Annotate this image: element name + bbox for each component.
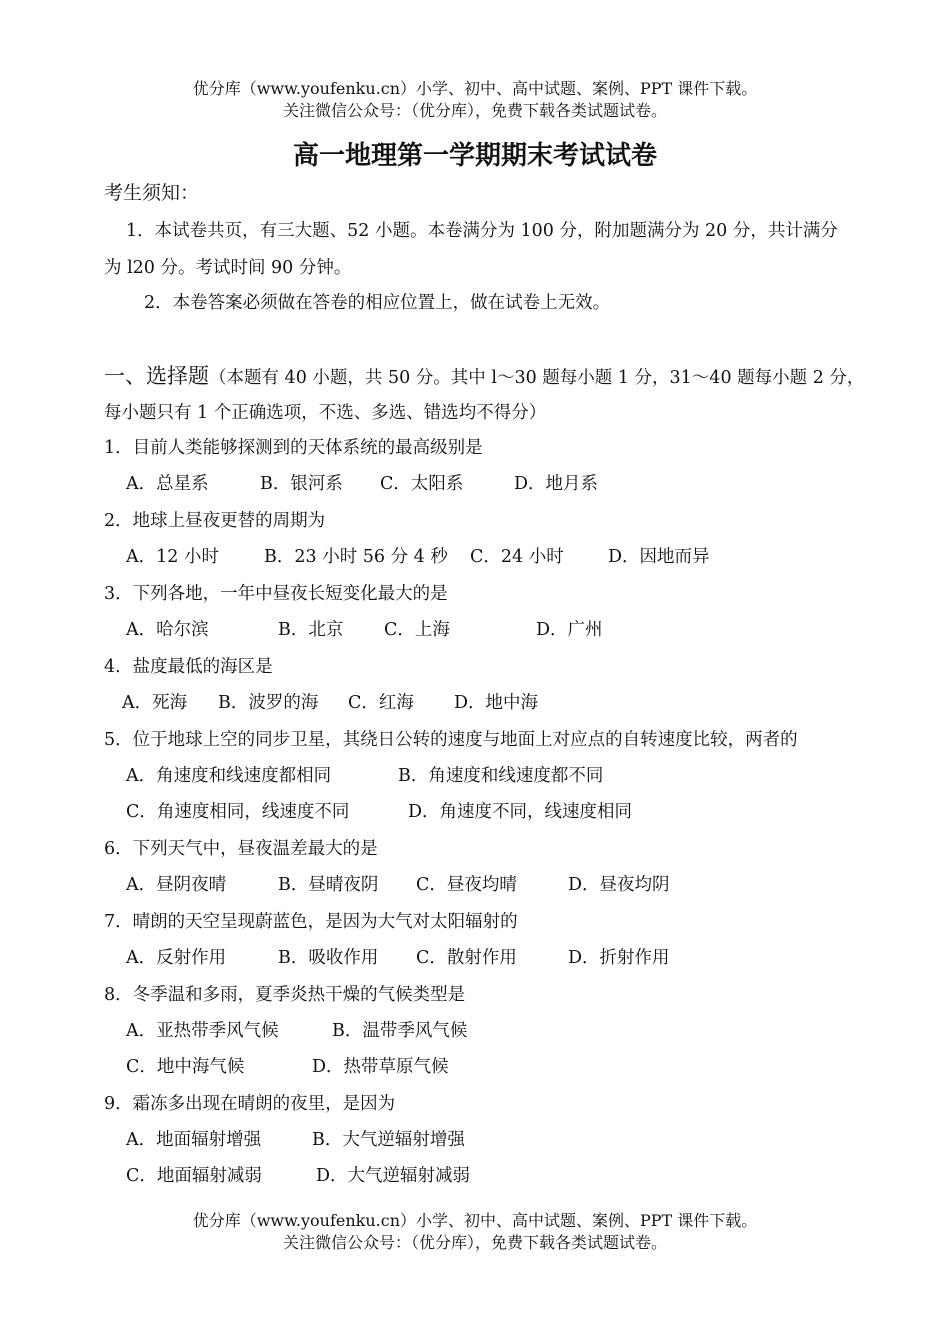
question-1: 1．目前人类能够探测到的天体系统的最高级别是 <box>104 438 483 458</box>
page-header <box>0 78 950 122</box>
question-7-options <box>126 944 670 969</box>
question-1-options <box>126 470 598 495</box>
option-b: B．昼晴夜阴 <box>278 875 379 895</box>
option-b: B．北京 <box>278 620 344 640</box>
option-c: C．太阳系 <box>380 474 464 494</box>
question-6-options <box>126 871 670 896</box>
notice-item-1-cont: 为 l20 分。考试时间 90 分钟。 <box>104 258 352 278</box>
question-4: 4．盐度最低的海区是 <box>104 657 273 677</box>
notice-item-2: 2．本卷答案必须做在答卷的相应位置上，做在试卷上无效。 <box>144 293 611 313</box>
option-c: C．地中海气候 <box>126 1057 245 1077</box>
question-2-options <box>126 543 710 568</box>
header-line-1: 优分库（www.youfenku.cn）小学、初中、高中试题、案例、PPT 课件下载。 <box>192 79 758 98</box>
option-b: B．大气逆辐射增强 <box>312 1130 465 1150</box>
question-8: 8．冬季温和多雨，夏季炎热干燥的气候类型是 <box>104 985 466 1005</box>
option-a: A．总星系 <box>126 474 209 494</box>
option-d: D．地月系 <box>514 474 599 494</box>
question-9-options-row-2 <box>126 1162 470 1187</box>
option-a: A．地面辐射增强 <box>126 1130 262 1150</box>
section-desc: （本题有 40 小题，共 50 分。其中 l～30 题每小题 1 分，31～40 题每小题 2 分， <box>209 368 865 388</box>
option-a: A．哈尔滨 <box>126 620 209 640</box>
option-c: C．地面辐射减弱 <box>126 1166 262 1186</box>
question-5-options-row-2 <box>126 798 632 823</box>
footer-line-1: 优分库（www.youfenku.cn）小学、初中、高中试题、案例、PPT 课件下载。 <box>192 1211 758 1230</box>
option-d: D．折射作用 <box>568 948 670 968</box>
page-title: 高一地理第一学期期末考试试卷 <box>292 141 657 171</box>
question-2: 2．地球上昼夜更替的周期为 <box>104 511 326 531</box>
option-a: A．反射作用 <box>126 948 227 968</box>
option-d: D．广州 <box>536 620 603 640</box>
notice-heading: 考生须知： <box>104 182 200 204</box>
option-c: C．角速度相同，线速度不同 <box>126 802 350 822</box>
option-d: D．因地而异 <box>608 547 710 567</box>
option-c: C．24 小时 <box>470 547 564 567</box>
page-footer <box>0 1210 950 1254</box>
option-a: A．亚热带季风气候 <box>126 1021 279 1041</box>
option-c: C．上海 <box>384 620 450 640</box>
option-b: B．温带季风气候 <box>332 1021 468 1041</box>
question-9-options-row-1 <box>126 1126 465 1151</box>
option-b: B．角速度和线速度都不同 <box>398 766 604 786</box>
option-b: B．银河系 <box>260 474 343 494</box>
section-desc-cont: 每小题只有 1 个正确选项，不选、多选、错选均不得分） <box>104 403 547 423</box>
question-6: 6．下列天气中，昼夜温差最大的是 <box>104 839 378 859</box>
footer-line-2: 关注微信公众号：（优分库），免费下载各类试题试卷。 <box>282 1233 667 1252</box>
option-a: A．12 小时 <box>126 547 219 567</box>
option-a: A．角速度和线速度都相同 <box>126 766 332 786</box>
option-d: D．角速度不同，线速度相同 <box>408 802 633 822</box>
option-c: C．散射作用 <box>416 948 517 968</box>
option-c: C．昼夜均晴 <box>416 875 517 895</box>
option-d: D．大气逆辐射减弱 <box>316 1166 471 1186</box>
option-b: B．吸收作用 <box>278 948 379 968</box>
option-c: C．红海 <box>348 693 414 713</box>
option-b: B．波罗的海 <box>218 693 319 713</box>
option-b: B．23 小时 56 分 4 秒 <box>264 547 448 567</box>
option-d: D．热带草原气候 <box>312 1057 449 1077</box>
notice-item-1: 1．本试卷共页，有三大题、52 小题。本卷满分为 100 分，附加题满分为 20 分，共计满分 <box>126 221 838 241</box>
section-title: 一、选择题 <box>104 364 209 388</box>
question-9: 9．霜冻多出现在晴朗的夜里，是因为 <box>104 1094 396 1114</box>
question-5-options-row-1 <box>126 762 603 787</box>
question-3-options <box>126 616 603 641</box>
option-a: A．昼阴夜晴 <box>126 875 227 895</box>
option-d: D．地中海 <box>454 693 539 713</box>
section-heading <box>104 360 864 390</box>
question-7: 7．晴朗的天空呈现蔚蓝色，是因为大气对太阳辐射的 <box>104 912 518 932</box>
question-5: 5．位于地球上空的同步卫星，其绕日公转的速度与地面上对应点的自转速度比较，两者的 <box>104 730 798 750</box>
option-a: A．死海 <box>122 693 188 713</box>
header-line-2: 关注微信公众号：（优分库），免费下载各类试题试卷。 <box>282 101 667 120</box>
question-8-options-row-2 <box>126 1053 449 1078</box>
option-d: D．昼夜均阴 <box>568 875 670 895</box>
question-4-options <box>122 689 538 714</box>
question-3: 3．下列各地，一年中昼夜长短变化最大的是 <box>104 584 448 604</box>
question-8-options-row-1 <box>126 1017 467 1042</box>
